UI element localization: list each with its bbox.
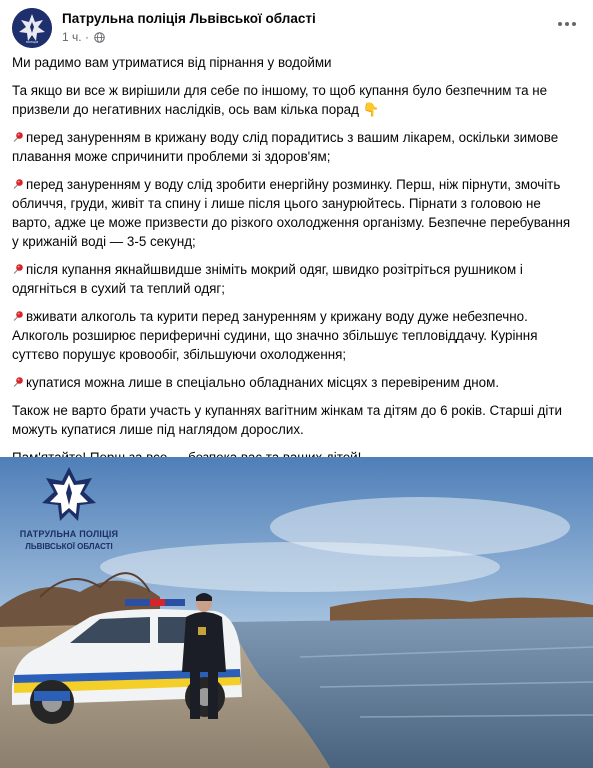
more-dots-icon bbox=[557, 21, 577, 27]
tip-text: після купання якнайшвидше зніміть мокрий одяг, швидко розітріться рушником і одягніться в сухий та теплий одяг; bbox=[12, 262, 523, 296]
pushpin-icon bbox=[12, 131, 24, 143]
page-avatar[interactable] bbox=[12, 8, 52, 48]
tip-text: вживати алкоголь та курити перед зануренням у крижану воду дуже небезпечно. Алкоголь розширює периферичні судини, що значно збільшує тепловіддачу. Куріння суттєво порушує кровообіг, збільшуючи охолодження; bbox=[12, 309, 538, 362]
paragraph-intro: Ми радимо вам утриматися від пірнання у водойми bbox=[12, 55, 332, 70]
post-header bbox=[12, 8, 581, 48]
post-body bbox=[12, 53, 572, 504]
page-name[interactable]: Патрульна поліція Львівської області bbox=[62, 11, 316, 26]
tip-item bbox=[12, 373, 572, 392]
tip-text: перед зануренням у воду слід зробити енергійну розминку. Перш, ніж пірнути, змочіть обличчя, груди, живіт та спину і лише після цього занурюйтесь. Пірнати з головою не варто, адже це може призвести до різкого охолодження організму. Безпечне перебування у крижаній воді — 3-5 секунд; bbox=[12, 177, 571, 249]
tip-text: перед зануренням в крижану воду слід порадитись з вашим лікарем, оскільки зимове плавання може спричинити проблеми зі здоров'ям; bbox=[12, 130, 559, 164]
tip-item bbox=[12, 128, 572, 166]
tip-item bbox=[12, 307, 572, 364]
globe-icon bbox=[94, 32, 105, 43]
svg-text:ПОЛІЦІЯ: ПОЛІЦІЯ bbox=[25, 40, 39, 44]
post-time[interactable]: 1 ч. bbox=[62, 30, 82, 44]
police-star-icon bbox=[12, 8, 52, 48]
more-options-button[interactable] bbox=[553, 12, 581, 36]
pushpin-icon bbox=[12, 178, 24, 190]
photo-scene bbox=[0, 457, 593, 768]
pushpin-icon bbox=[12, 376, 24, 388]
tip-item bbox=[12, 175, 572, 251]
logo-subtitle: ЛЬВІВСЬКОЇ ОБЛАСТІ bbox=[25, 542, 113, 551]
pushpin-icon bbox=[12, 263, 24, 275]
tip-text: купатися можна лише в спеціально обладнаних місцях з перевіреним дном. bbox=[26, 375, 500, 390]
post-meta: 1 ч. · bbox=[62, 30, 105, 44]
tip-item bbox=[12, 260, 572, 298]
paragraph-note: Також не варто брати участь у купаннях вагітним жінкам та дітям до 6 років. Старші діти можуть купатися лише під наглядом дорослих. bbox=[12, 403, 562, 437]
post-photo[interactable] bbox=[0, 457, 593, 768]
logo-title: ПАТРУЛЬНА ПОЛІЦІЯ bbox=[19, 529, 119, 539]
paragraph-lead: Та якщо ви все ж вирішили для себе по іншому, то щоб купання було безпечним та не призвели до негативних наслідків, ось вам кілька порад 👇 bbox=[12, 83, 548, 117]
pushpin-icon bbox=[12, 310, 24, 322]
